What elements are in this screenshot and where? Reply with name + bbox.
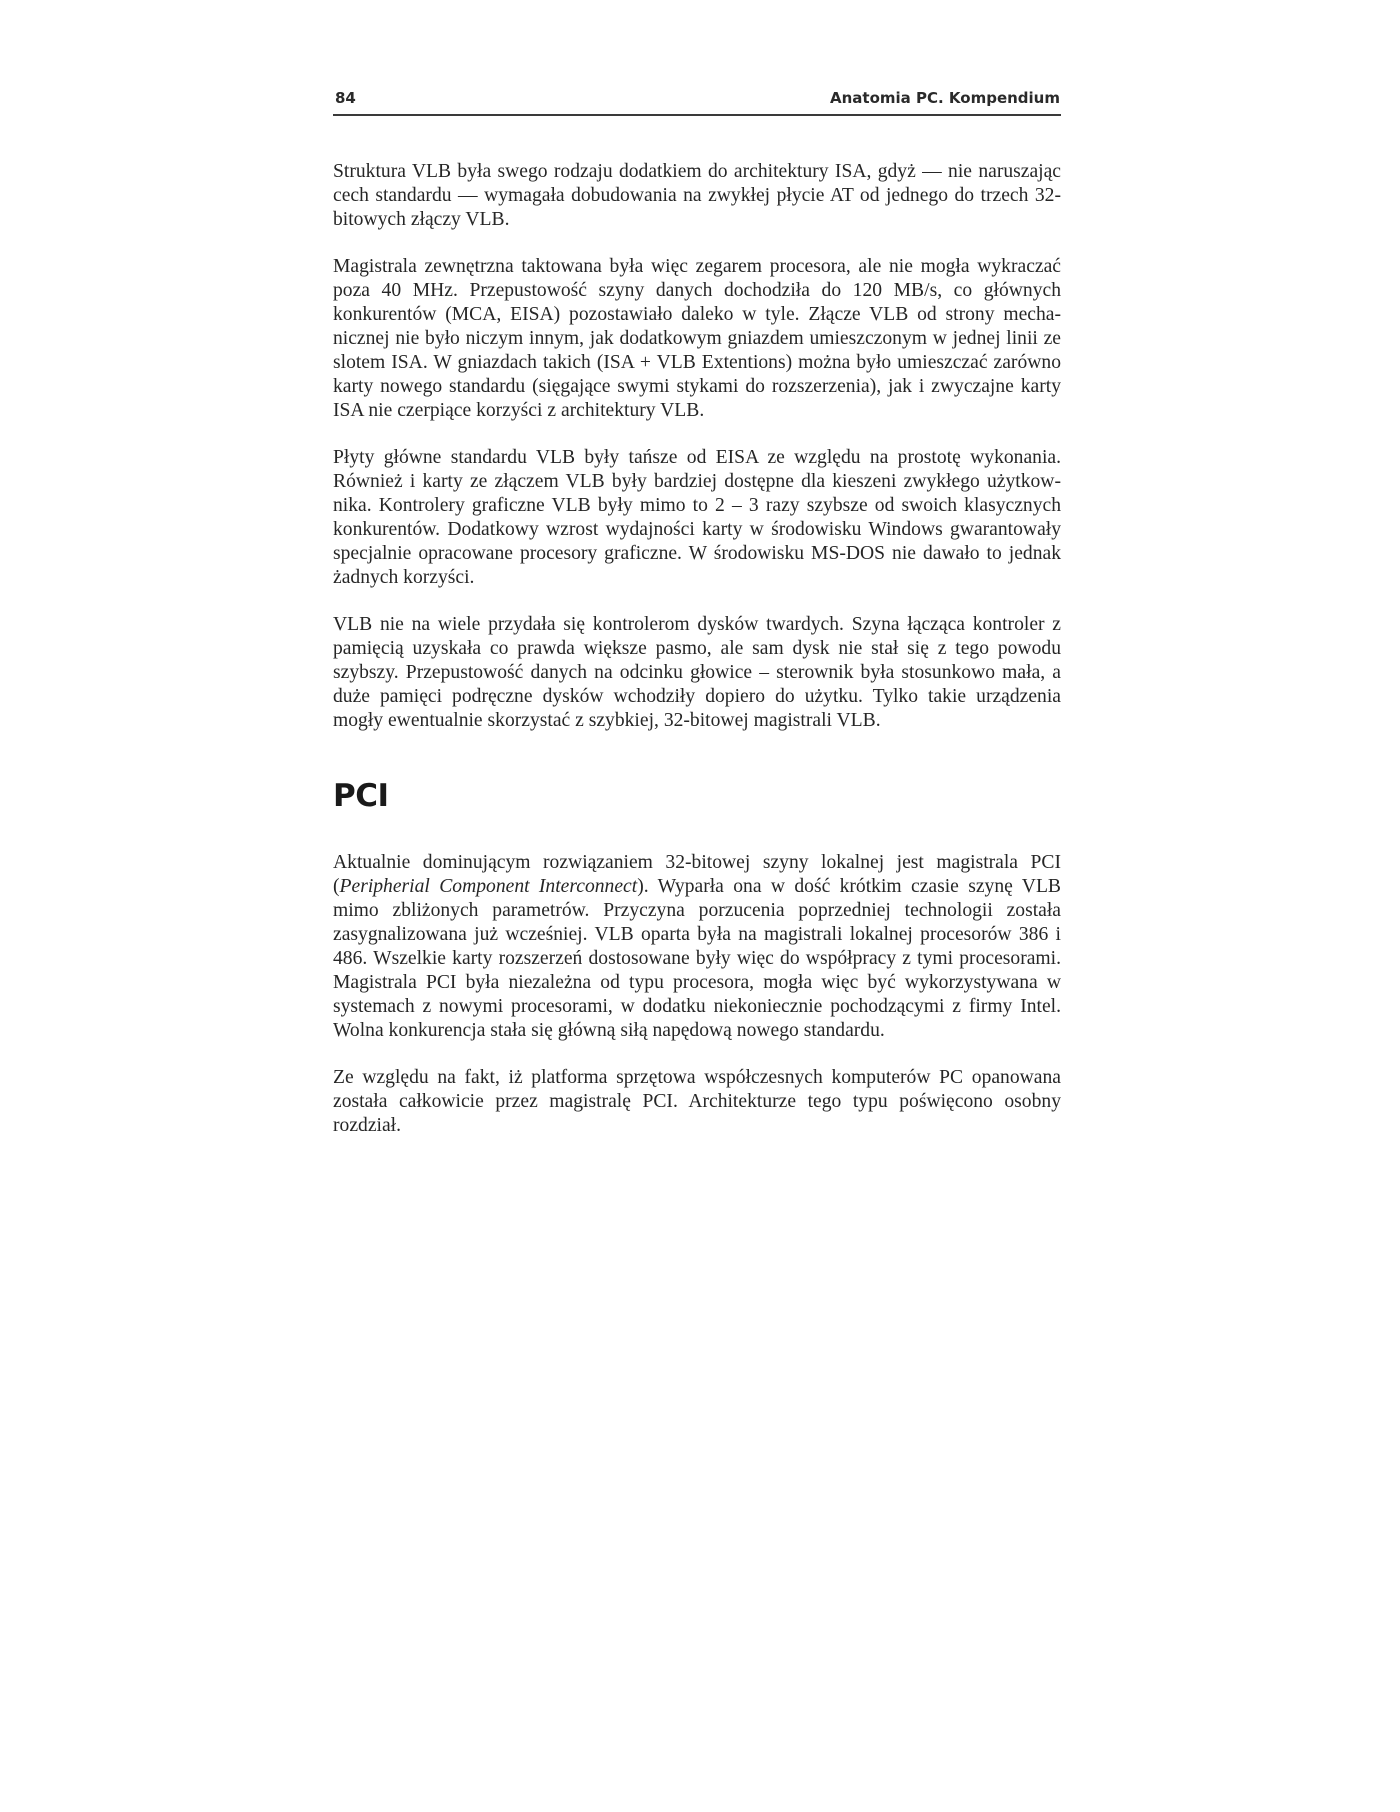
paragraph-pci-intro-start: Aktualnie dominującym rozwiązaniem 32-bitowej szyny lokalnej jest magistrala PCI ( [333,852,1061,897]
paragraph-vlb-clock: Magistrala zewnętrzna taktowana była więc zegarem procesora, ale nie mogła wykraczać poza 40 MHz. Przepustowość szyny danych dochodziła do 120 MB/s, co głównych konkurentów (MCA, EISA) pozostawiało daleko w tyle. Złącze VLB od strony mechanicznej nie było niczym innym, jak dodatkowym gniazdem umieszczonym w jednej linii ze slotem ISA. W gniazdach takich (ISA + VLB Extentions) można było umieszczać zarówno karty nowego standardu (sięgające swymi stykami do rozszerzenia), jak i zwyczajne karty ISA nie czerpiące korzyści z architektury VLB. [333,256,1061,421]
paragraph-vlb-structure: Struktura VLB była swego rodzaju dodatkiem do architektury ISA, gdyż — nie naruszając cech standardu — wymagała dobudowania na zwykłej płycie AT od jednego do trzech 32-bitowych złączy VLB. [333,161,1061,230]
paragraph-pci-intro-end: ). Wyparła ona w dość krótkim czasie szynę VLB mimo zbliżonych parametrów. Przyczyna porzucenia poprzedniej technologii została zasygnalizowana już wcześniej. VLB oparta była na magistrali lokalnej procesorów 386 i 486. Wszelkie karty rozszerzeń dostosowane były więc do współpracy z tymi procesorami. Magistrala PCI była niezależna od typu procesora, mogła więc być wykorzystywana w systemach z nowymi procesorami, w dodatku niekoniecznie pochodzącymi z firmy Intel. Wolna konkurencja stała się główną siłą napędową nowego standardu. [333,876,1061,1041]
paragraph-pci-intro-term: Peripherial Component Interconnect [339,876,638,897]
book-page [333,88,1061,1161]
page-body [333,160,1061,1138]
section-heading-pci: PCI [333,778,389,814]
book-title: Anatomia PC. Kompendium [830,89,1060,107]
paragraph-pci-platform: Ze względu na fakt, iż platforma sprzętowa współczesnych komputerów PC opanowana została całkowicie przez magistralę PCI. Architekturze tego typu poświęcono osobny rozdział. [333,1067,1061,1136]
paragraph-vlb-disks: VLB nie na wiele przydała się kontrolerom dysków twardych. Szyna łącząca kontroler z pamięcią uzyskała co prawda większe pasmo, ale sam dysk nie stał się z tego powodu szybszy. Przepustowość danych na odcinku głowice – sterownik była stosunkowo mała, a duże pamięci podręczne dysków wchodziły dopiero do użytku. Tylko takie urządzenia mogły ewentualnie skorzystać z szybkiej, 32-bitowej magistrali VLB. [333,614,1061,731]
page-number: 84 [335,89,356,107]
paragraph-vlb-boards: Płyty główne standardu VLB były tańsze od EISA ze względu na prostotę wykonania. Również i karty ze złączem VLB były bardziej dostępne dla kieszeni zwykłego użytkownika. Kontrolery graficzne VLB były mimo to 2 – 3 razy szybsze od swoich klasycznych konkurentów. Dodatkowy wzrost wydajności karty w środowisku Windows gwarantowały specjalnie opracowane procesory graficzne. W środowisku MS-DOS nie dawało to jednak żadnych korzyści. [333,447,1061,588]
paragraph-pci-intro [333,851,1061,1043]
running-header [333,88,1061,116]
